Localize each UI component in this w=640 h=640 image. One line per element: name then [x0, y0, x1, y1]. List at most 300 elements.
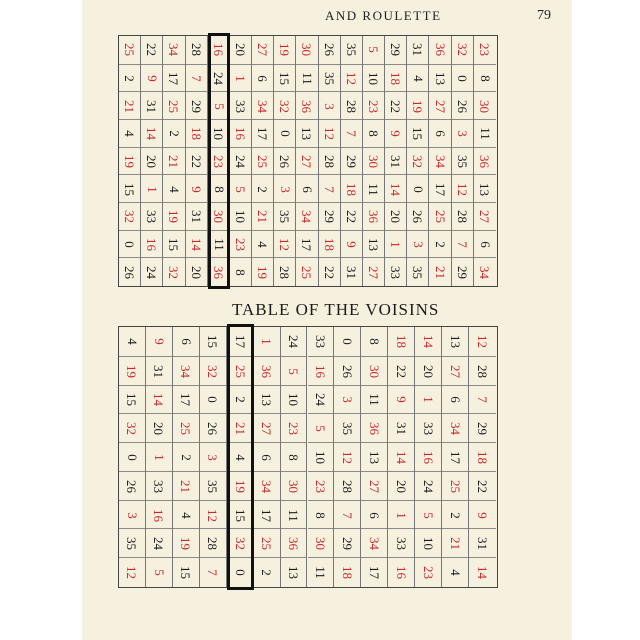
upper-table-cell [341, 230, 362, 259]
upper-table-number: 10 [211, 127, 227, 141]
voisins-table [118, 326, 498, 588]
upper-table-cell [407, 36, 428, 64]
upper-table-number: 21 [122, 99, 138, 113]
voisins-table-column [361, 327, 388, 587]
upper-table-cell [385, 119, 406, 148]
upper-table-cell [319, 257, 340, 286]
voisins-table-cell [281, 500, 307, 530]
upper-table-cell [474, 174, 496, 203]
voisins-table-column [442, 327, 469, 587]
upper-table-cell [474, 119, 496, 148]
voisins-table-cell [334, 528, 360, 558]
upper-table-number: 31 [343, 265, 359, 279]
upper-table-number: 8 [211, 185, 227, 193]
upper-table-number: 35 [321, 71, 337, 85]
upper-table-number: 32 [454, 43, 470, 57]
voisins-table-number: 19 [232, 479, 248, 493]
upper-table-cell [319, 64, 340, 93]
upper-table-number: 13 [477, 182, 493, 196]
voisins-table-number: 4 [232, 454, 248, 461]
voisins-table-column [281, 327, 308, 587]
voisins-table-cell [254, 356, 280, 386]
upper-table-number: 33 [388, 265, 404, 279]
upper-table-cell [407, 147, 428, 176]
upper-table-number: 21 [432, 265, 448, 279]
upper-table-cell [230, 36, 251, 64]
upper-table-number: 9 [188, 185, 204, 193]
voisins-table-cell [388, 557, 414, 587]
upper-table-cell [211, 147, 227, 176]
voisins-table-number: 35 [124, 537, 140, 551]
voisins-table-cell [200, 385, 226, 415]
upper-table-number: 5 [232, 185, 248, 193]
upper-table-cell [341, 119, 362, 148]
upper-table-number: 11 [477, 127, 493, 141]
voisins-table-cell [146, 442, 172, 472]
upper-table-cell [230, 257, 251, 286]
voisins-table-cell [200, 528, 226, 558]
upper-table-cell [363, 257, 384, 286]
voisins-table-number: 0 [339, 338, 355, 345]
voisins-table-number: 28 [475, 364, 491, 378]
upper-table-number: 32 [166, 265, 182, 279]
voisins-table-number: 0 [205, 396, 221, 404]
upper-table-number: 2 [122, 75, 138, 82]
voisins-table-number: 36 [286, 537, 302, 551]
voisins-table-number: 26 [339, 364, 355, 378]
voisins-table-cell [415, 327, 441, 356]
voisins-table-cell [334, 356, 360, 386]
upper-table-cell [341, 64, 362, 93]
upper-table-number: 15 [166, 237, 182, 251]
upper-table-number: 11 [366, 182, 382, 196]
voisins-table-number: 35 [339, 422, 355, 436]
voisins-table-cell [254, 327, 280, 356]
upper-table-number: 3 [454, 130, 470, 138]
upper-table-cell [452, 119, 473, 148]
upper-table-cell [474, 202, 496, 231]
voisins-table-number: 27 [259, 422, 275, 436]
voisins-table-number: 26 [205, 422, 221, 436]
voisins-table-number: 11 [312, 566, 328, 579]
voisins-table-number: 1 [259, 338, 275, 345]
voisins-table-cell [146, 327, 172, 356]
upper-table-cell [252, 230, 273, 259]
upper-table-number: 7 [321, 185, 337, 193]
voisins-table-column [254, 327, 281, 587]
upper-table-cell [252, 64, 273, 93]
upper-table-cell [429, 64, 450, 93]
voisins-table-cell [146, 557, 172, 587]
upper-table-number: 34 [477, 265, 493, 279]
upper-table-cell [119, 64, 140, 93]
upper-table-cell [141, 147, 162, 176]
voisins-table-number: 26 [124, 479, 140, 493]
voisins-table-number: 7 [339, 511, 355, 519]
voisins-table-cell [388, 528, 414, 558]
upper-table-cell [341, 174, 362, 203]
voisins-table-cell [200, 471, 226, 501]
voisins-table-cell [230, 442, 251, 472]
voisins-table-number: 24 [420, 479, 436, 493]
voisins-table-number: 8 [366, 338, 382, 345]
upper-table-cell [119, 147, 140, 176]
upper-table-cell [141, 64, 162, 93]
voisins-table-cell [469, 356, 496, 386]
voisins-table-number: 33 [151, 479, 167, 493]
voisins-table-number: 11 [286, 508, 302, 522]
voisins-table-cell [146, 528, 172, 558]
upper-table-number: 22 [321, 265, 337, 279]
upper-table-cell [429, 36, 450, 64]
voisins-table-cell [119, 413, 145, 443]
upper-table-cell [211, 202, 227, 231]
voisins-table-number: 20 [420, 364, 436, 378]
voisins-table-number: 10 [286, 393, 302, 407]
upper-table-cell [119, 257, 140, 286]
voisins-table-cell [415, 442, 441, 472]
voisins-table-cell [200, 356, 226, 386]
voisins-table-number: 17 [178, 393, 194, 407]
upper-table-cell [274, 119, 295, 148]
voisins-table-cell [442, 557, 468, 587]
voisins-table-cell [469, 557, 496, 587]
voisins-table-cell [200, 327, 226, 356]
upper-table-cell [230, 202, 251, 231]
voisins-table-number: 5 [312, 425, 328, 432]
voisins-table-cell [308, 413, 334, 443]
voisins-table-number: 24 [312, 393, 328, 407]
upper-table-number: 7 [454, 241, 470, 248]
voisins-table-cell [230, 385, 251, 415]
voisins-table-number: 2 [178, 454, 194, 461]
voisins-table-number: 27 [447, 364, 463, 378]
voisins-table-cell [361, 356, 387, 386]
voisins-table-cell [388, 413, 414, 443]
voisins-table-cell [334, 557, 360, 587]
upper-table-number: 30 [299, 43, 315, 57]
section-title: TABLE OF THE VOISINS [232, 300, 440, 319]
upper-table-cell [296, 64, 317, 93]
voisins-table-column [146, 327, 173, 587]
upper-table-cell [363, 64, 384, 93]
upper-table-cell [186, 174, 207, 203]
upper-table-number: 30 [477, 99, 493, 113]
voisins-table-cell [119, 327, 145, 356]
upper-table-number: 5 [366, 46, 382, 54]
voisins-table-cell [230, 327, 251, 356]
upper-table-cell [119, 91, 140, 120]
voisins-table-column [173, 327, 200, 587]
upper-table-cell [163, 64, 184, 93]
upper-table-number: 26 [277, 154, 293, 168]
voisins-table-number: 23 [420, 566, 436, 580]
upper-table-number: 29 [321, 210, 337, 224]
voisins-table-number: 5 [151, 569, 167, 576]
upper-table-number: 10 [232, 210, 248, 224]
upper-table-number: 27 [255, 43, 271, 57]
upper-table-cell [452, 91, 473, 120]
voisins-table-cell [254, 500, 280, 530]
voisins-table-number: 14 [151, 393, 167, 407]
voisins-table-cell [173, 442, 199, 472]
upper-table-cell [296, 91, 317, 120]
upper-table-number: 3 [321, 102, 337, 110]
voisins-table-cell [200, 500, 226, 530]
voisins-table-number: 13 [259, 393, 275, 407]
voisins-table-cell [146, 471, 172, 501]
voisins-table-number: 6 [178, 338, 194, 345]
voisins-table-cell [281, 442, 307, 472]
upper-table-cell [452, 36, 473, 64]
upper-table-number: 3 [277, 185, 293, 193]
upper-table-number: 8 [477, 75, 493, 82]
voisins-table-cell [200, 442, 226, 472]
voisins-table-cell [254, 385, 280, 415]
voisins-table-column [415, 327, 442, 587]
voisins-table-cell [442, 500, 468, 530]
upper-table-number: 29 [388, 43, 404, 57]
upper-table-cell [452, 230, 473, 259]
upper-table-column [407, 36, 429, 286]
upper-table-cell [230, 91, 251, 120]
upper-table-cell [252, 257, 273, 286]
upper-table-cell [407, 257, 428, 286]
voisins-table-cell [119, 500, 145, 530]
voisins-table-number: 12 [339, 450, 355, 464]
upper-table-number: 7 [343, 130, 359, 138]
voisins-table-number: 17 [366, 566, 382, 580]
voisins-table-number: 5 [286, 367, 302, 375]
upper-table-cell [341, 147, 362, 176]
upper-table-cell [274, 257, 295, 286]
upper-table-column [186, 36, 208, 286]
voisins-table-number: 28 [339, 479, 355, 493]
voisins-table-number: 6 [259, 454, 275, 461]
voisins-table-cell [308, 327, 334, 356]
upper-table-cell [319, 91, 340, 120]
upper-table-cell [319, 230, 340, 259]
upper-table-number: 23 [366, 99, 382, 113]
voisins-table-cell [173, 327, 199, 356]
voisins-table-cell [415, 385, 441, 415]
upper-table-column [385, 36, 407, 286]
upper-table-number: 28 [277, 265, 293, 279]
upper-table-number: 28 [188, 43, 204, 57]
upper-table-number: 27 [299, 154, 315, 168]
voisins-table-cell [254, 413, 280, 443]
upper-table-number: 31 [388, 154, 404, 168]
upper-table-cell [141, 257, 162, 286]
upper-table-number: 19 [277, 43, 293, 57]
voisins-table-column [200, 327, 227, 587]
upper-table-number: 35 [277, 210, 293, 224]
upper-table-cell [252, 202, 273, 231]
voisins-table-number: 19 [178, 537, 194, 551]
voisins-table-column [388, 327, 415, 587]
voisins-table-cell [308, 385, 334, 415]
upper-table-cell [186, 119, 207, 148]
upper-table-number: 22 [388, 99, 404, 113]
upper-table-cell [452, 147, 473, 176]
upper-table-number: 1 [144, 185, 160, 193]
voisins-table-number: 0 [232, 569, 248, 576]
upper-table-cell [186, 230, 207, 259]
voisins-table-cell [308, 471, 334, 501]
voisins-table-cell [146, 413, 172, 443]
voisins-table-cell [334, 327, 360, 356]
upper-table-number: 7 [188, 75, 204, 82]
voisins-table-number: 28 [205, 537, 221, 551]
voisins-table-number: 30 [366, 364, 382, 378]
voisins-table-cell [334, 413, 360, 443]
voisins-table-cell [119, 442, 145, 472]
upper-table-cell [211, 119, 227, 148]
upper-table-cell [141, 91, 162, 120]
voisins-table-cell [173, 500, 199, 530]
voisins-table-cell [146, 385, 172, 415]
voisins-table-cell [281, 528, 307, 558]
voisins-table-cell [361, 385, 387, 415]
voisins-table-number: 1 [420, 396, 436, 404]
upper-table-number: 10 [366, 71, 382, 85]
voisins-table-number: 9 [393, 396, 409, 404]
voisins-table-cell [254, 442, 280, 472]
upper-table-cell [363, 91, 384, 120]
voisins-table-cell [119, 356, 145, 386]
voisins-table-column [227, 324, 254, 590]
upper-table-cell [407, 174, 428, 203]
upper-table-number: 9 [343, 241, 359, 248]
upper-table-number: 30 [366, 154, 382, 168]
voisins-table-number: 2 [447, 511, 463, 519]
voisins-table-number: 34 [366, 537, 382, 551]
upper-table-number: 19 [410, 99, 426, 113]
voisins-table-number: 21 [178, 479, 194, 493]
voisins-table-number: 24 [151, 537, 167, 551]
voisins-table-number: 21 [447, 537, 463, 551]
running-head: AND ROULETTE [325, 8, 442, 23]
upper-table-cell [119, 174, 140, 203]
voisins-table-cell [361, 528, 387, 558]
upper-table-number: 4 [410, 75, 426, 82]
upper-table-number: 12 [343, 71, 359, 85]
voisins-table-cell [442, 442, 468, 472]
voisins-table-number: 12 [124, 566, 140, 580]
upper-table-cell [474, 257, 496, 286]
voisins-table-number: 25 [232, 364, 248, 378]
upper-table-number: 4 [255, 241, 271, 248]
voisins-table-cell [469, 327, 496, 356]
upper-table-column [452, 36, 474, 286]
upper-table-number: 23 [232, 237, 248, 251]
upper-table-column [252, 36, 274, 286]
upper-table-number: 19 [255, 265, 271, 279]
voisins-table-number: 17 [447, 450, 463, 464]
upper-table-number: 28 [321, 154, 337, 168]
voisins-table-number: 19 [124, 364, 140, 378]
upper-table-cell [163, 257, 184, 286]
upper-table-number: 34 [299, 210, 315, 224]
upper-table-cell [363, 202, 384, 231]
upper-table-cell [186, 202, 207, 231]
upper-table-column [208, 33, 230, 289]
upper-table-number: 20 [232, 43, 248, 57]
voisins-table-cell [173, 557, 199, 587]
voisins-table-number: 4 [124, 338, 140, 345]
upper-table-cell [452, 257, 473, 286]
voisins-table-number: 31 [393, 422, 409, 436]
voisins-table-cell [415, 471, 441, 501]
voisins-table-cell [308, 557, 334, 587]
upper-table-number: 16 [232, 127, 248, 141]
upper-table-cell [274, 64, 295, 93]
upper-table-cell [274, 174, 295, 203]
upper-table-number: 14 [188, 237, 204, 251]
voisins-table-column [308, 327, 335, 587]
upper-table-number: 26 [410, 210, 426, 224]
upper-table-number: 36 [211, 265, 227, 279]
voisins-table-number: 16 [151, 508, 167, 522]
upper-table-cell [296, 257, 317, 286]
upper-table-cell [141, 230, 162, 259]
upper-table-number: 1 [388, 241, 404, 248]
voisins-table-number: 25 [447, 479, 463, 493]
upper-table-cell [252, 91, 273, 120]
upper-table-cell [141, 202, 162, 231]
upper-table-cell [452, 64, 473, 93]
upper-table-number: 36 [432, 43, 448, 57]
upper-table-number: 2 [166, 130, 182, 138]
voisins-table-cell [230, 528, 251, 558]
voisins-table-cell [173, 413, 199, 443]
book-page [82, 0, 572, 640]
upper-table-cell [211, 257, 227, 286]
upper-table-number: 24 [232, 154, 248, 168]
voisins-table-number: 14 [420, 334, 436, 348]
upper-table-cell [296, 36, 317, 64]
upper-table-number: 2 [255, 185, 271, 193]
upper-table-cell [119, 230, 140, 259]
voisins-table-number: 24 [286, 334, 302, 348]
voisins-table-column [469, 327, 496, 587]
upper-table-number: 25 [255, 154, 271, 168]
upper-table-number: 15 [122, 182, 138, 196]
voisins-table-cell [173, 356, 199, 386]
voisins-table-number: 30 [286, 479, 302, 493]
voisins-table-number: 11 [366, 393, 382, 407]
upper-table-number: 35 [454, 154, 470, 168]
upper-table-cell [474, 230, 496, 259]
upper-table-cell [385, 91, 406, 120]
voisins-table-number: 21 [232, 422, 248, 436]
voisins-table-number: 17 [259, 508, 275, 522]
upper-table-cell [363, 119, 384, 148]
upper-table-number: 31 [188, 210, 204, 224]
upper-table-cell [186, 91, 207, 120]
voisins-table-number: 5 [420, 511, 436, 519]
upper-table-number: 0 [122, 241, 138, 248]
voisins-table-number: 15 [124, 393, 140, 407]
upper-table-number: 35 [343, 43, 359, 57]
voisins-table-cell [254, 528, 280, 558]
upper-table-number: 23 [211, 154, 227, 168]
voisins-table-cell [388, 385, 414, 415]
upper-table-column [474, 36, 496, 286]
upper-table-column [296, 36, 318, 286]
voisins-table-number: 29 [475, 422, 491, 436]
voisins-table-number: 18 [475, 450, 491, 464]
